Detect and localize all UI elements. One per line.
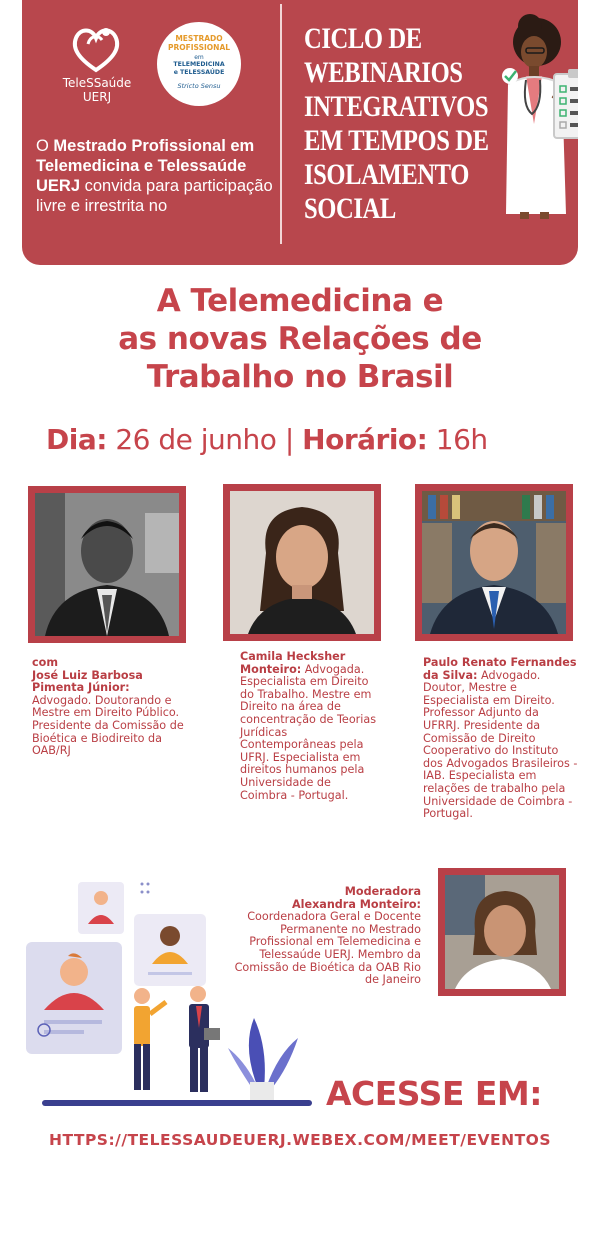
speaker-name: José Luiz Barbosa Pimenta Júnior: — [32, 668, 143, 695]
date-value: 26 de junho | — [106, 423, 303, 456]
cycle-title-line: EM TEMPOS DE — [304, 124, 489, 157]
speaker-photo — [35, 493, 179, 636]
moderator-portrait-icon — [445, 875, 559, 989]
speaker-prefix: com — [32, 656, 58, 669]
event-title-line: as novas Relações de — [118, 321, 482, 357]
badge-line1: MESTRADO — [175, 34, 223, 43]
moderator-photo — [445, 875, 559, 989]
time-label: Horário: — [302, 423, 428, 456]
speaker-name: Paulo Renato Fernandes da Silva: — [423, 656, 577, 682]
intro-suffix: convida para participação livre e irrestrita no — [36, 177, 273, 215]
cycle-title — [304, 22, 489, 226]
speaker-photo — [230, 491, 374, 634]
speaker-bio — [32, 657, 190, 758]
cycle-title-line: INTEGRATIVOS — [304, 90, 489, 123]
moderator-role: Moderadora — [344, 885, 421, 898]
moderator-description: Coordenadora Geral e Docente Permanente no Mestrado Profissional em Telemedicina e Telessaúde UERJ. Membro da Comissão de Bioética da OAB Rio de Janeiro — [234, 910, 421, 987]
speaker-description: Advogado. Doutorando e Mestre em Direito Público. Presidente da Comissão de Bioética e Biodireito da OAB/RJ — [32, 693, 184, 758]
logo-name-line1: TeleSSaúde — [62, 76, 132, 90]
cycle-title-line: WEBINARIOS — [304, 56, 463, 89]
event-title-line: Trabalho no Brasil — [146, 359, 454, 395]
webex-link[interactable]: HTTPS://TELESSAUDEUERJ.WEBEX.COM/MEET/EVENTOS — [48, 1131, 552, 1149]
header-banner — [22, 0, 578, 265]
event-title — [0, 282, 600, 396]
badge-line5: e TELESSAÚDE — [173, 68, 225, 76]
doctor-illustration-icon — [492, 14, 578, 219]
date-label: Dia: — [46, 423, 107, 456]
heart-logo-icon — [68, 20, 124, 76]
badge-line3: em — [194, 54, 204, 61]
mestrado-badge — [157, 22, 241, 106]
speaker-portrait-icon — [230, 491, 374, 634]
speaker-description: Advogada. Especialista em Direito do Trabalho. Mestre em Direito na área de concentração de Teorias Jurídicas Contemporâneas pela UFRJ. Especialista em direitos humanos pela Universidade de Coimbra - Portugal. — [240, 662, 377, 802]
moderator-name: Alexandra Monteiro: — [291, 897, 421, 911]
speaker-photo — [422, 491, 566, 634]
speaker-bio — [240, 651, 380, 802]
speaker-name: Camila Hecksher Monteiro: — [240, 650, 346, 676]
badge-line4: TELEMEDICINA — [173, 61, 225, 68]
badge-line2: PROFISSIONAL — [167, 43, 231, 52]
badge-line6: Stricto Sensu — [177, 82, 221, 90]
speaker-bio — [423, 657, 579, 821]
speaker-photo-frame — [28, 486, 186, 643]
event-datetime — [46, 422, 566, 458]
intro-text — [36, 136, 276, 216]
cycle-title-line: ISOLAMENTO — [304, 158, 469, 191]
banner-divider — [280, 4, 282, 244]
telessaude-logo — [58, 20, 136, 106]
access-title: ACESSE EM: — [326, 1074, 542, 1113]
speaker-photo-frame — [223, 484, 381, 641]
moderator-bio — [232, 886, 421, 987]
speaker-photo-frame — [415, 484, 573, 641]
cycle-title-line: CICLO DE — [304, 22, 422, 55]
speaker-portrait-icon — [35, 493, 179, 636]
event-title-line: A Telemedicina e — [156, 283, 444, 319]
speaker-description: Advogado. Doutor, Mestre e Especialista em Direito. Professor Adjunto da UFRRJ. Presidente da Comissão de Direito Cooperativo do Instituto dos Advogados Brasileiros - IAB. Especialista em relações de trabalho pela Universidade de Coimbra - Portugal. — [423, 668, 578, 821]
intro-bold: Mestrado Profissional em Telemedicina e Telessaúde UERJ — [36, 137, 255, 195]
logo-name-line2: UERJ — [82, 90, 112, 104]
intro-prefix: O — [36, 137, 54, 155]
cycle-title-line: SOCIAL — [304, 192, 396, 225]
speaker-portrait-icon — [422, 491, 566, 634]
moderator-photo-frame — [438, 868, 566, 996]
time-value: 16h — [427, 423, 488, 456]
